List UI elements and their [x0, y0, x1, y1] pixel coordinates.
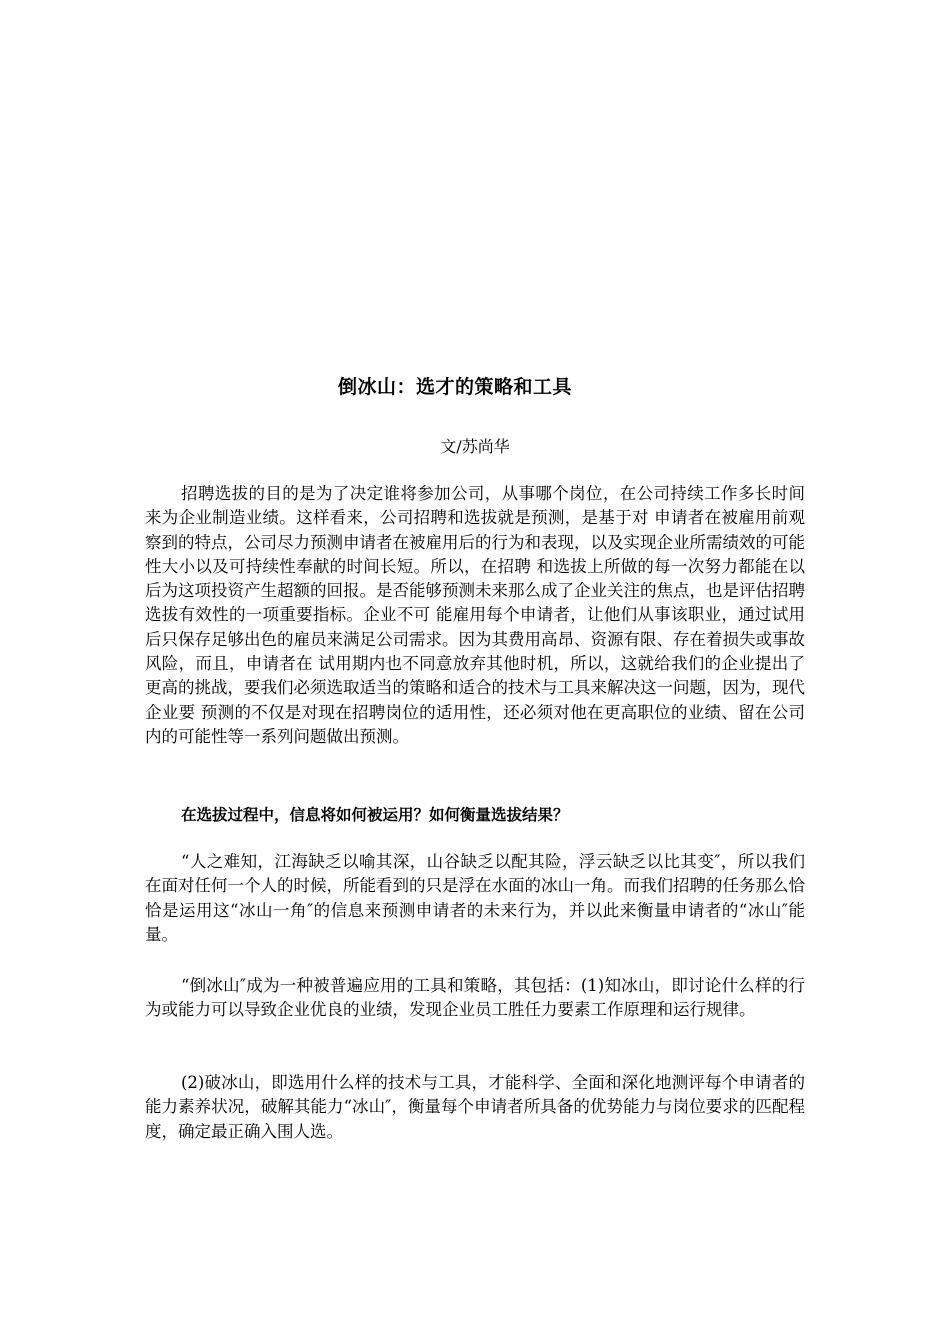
- document-title: 倒冰山：选才的策略和工具: [337, 376, 572, 398]
- section-paragraph: “人之难知，江海缺乏以喻其深，山谷缺乏以配其险，浮云缺乏以比其变″，所以我们在面对任何一个人的时候，所能看到的只是浮在水面的冰山一角。而我们招聘的任务那么恰恰是运用这“冰山一角″的信息来预测申请者的未来行为，并以此来衡量申请者的“冰山″能量。: [145, 852, 805, 944]
- section-paragraph: “倒冰山″成为一种被普遍应用的工具和策略，其包括：(1)知冰山，即讨论什么样的行为或能力可以导致企业优良的业绩，发现企业员工胜任力要素工作原理和运行规律。: [145, 976, 805, 1020]
- section-paragraph: (2)破冰山，即选用什么样的技术与工具，才能科学、全面和深化地测评每个申请者的能力素养状况，破解其能力“冰山″，衡量每个申请者所具备的优势能力与岗位要求的匹配程度，确定最正确入围人选。: [145, 1073, 805, 1141]
- intro-paragraph: 招聘选拔的目的是为了决定谁将参加公司，从事哪个岗位，在公司持续工作多长时间来为企业制造业绩。这样看来，公司招聘和选拔就是预测，是基于对 申请者在被雇用前观察到的特点，公司尽力预测申请者在被雇用后的行为和表现，以及实现企业所需绩效的可能性大小以及可持续性奉献的时间长短。所以，在招聘 和选拔上所做的每一次努力都能在以后为这项投资产生超额的回报。是否能够预测未来那么成了企业关注的焦点，也是评估招聘选拔有效性的一项重要指标。企业不可 能雇用每个申请者，让他们从事该职业，通过试用后只保存足够出色的雇员来满足公司需求。因为其费用高昂、资源有限、存在着损失或事故风险，而且，申请者在 试用期内也不同意放弃其他时机，所以，这就给我们的企业提出了更高的挑战，要我们必须选取适当的策略和适合的技术与工具来解决这一问题，因为，现代企业要 预测的不仅是对现在招聘岗位的适用性，还必须对他在更高职位的业绩、留在公司内的可能性等一系列问题做出预测。: [145, 484, 805, 746]
- section-heading: 在选拔过程中，信息将如何被运用？如何衡量选拔结果？: [181, 806, 569, 824]
- author-byline: 文/苏尚华: [440, 437, 510, 456]
